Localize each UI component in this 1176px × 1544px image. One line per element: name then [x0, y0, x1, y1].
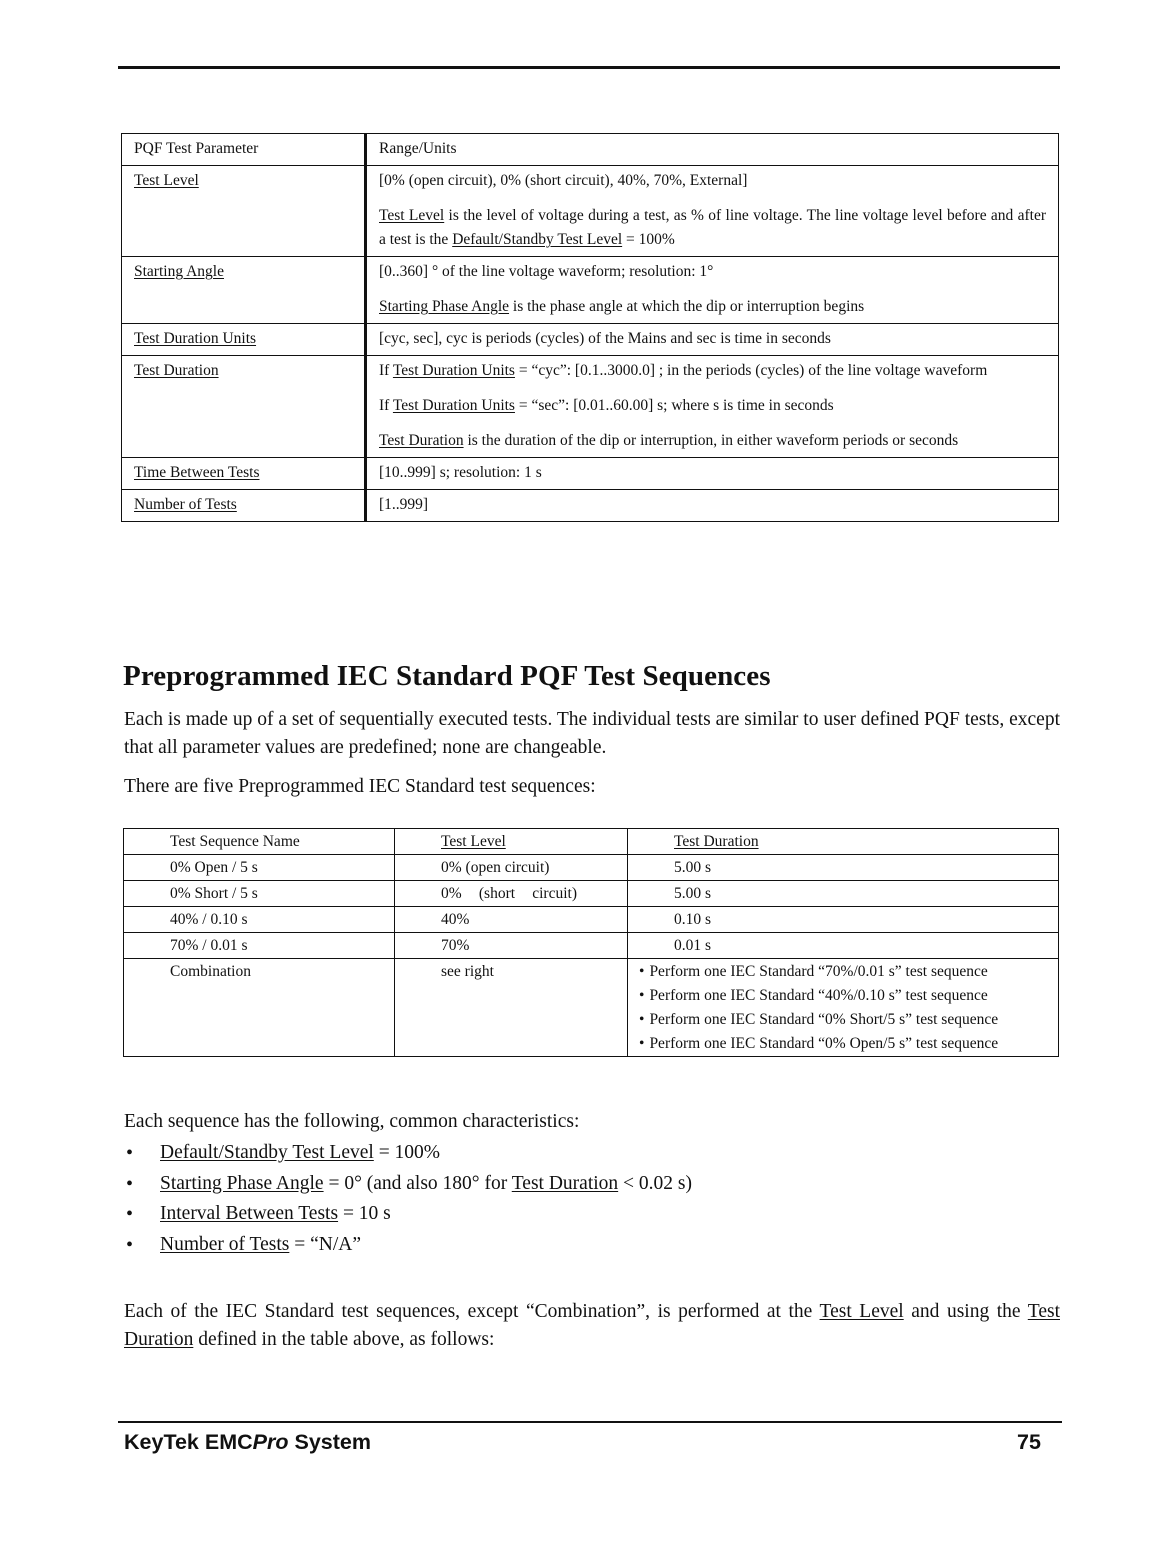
list-item: • Perform one IEC Standard “40%/0.10 s” test sequence	[639, 984, 1048, 1008]
header-test-duration: Test Duration	[674, 833, 759, 850]
param-name: Test Level	[134, 172, 199, 189]
common-intro: Each sequence has the following, common characteristics:	[124, 1111, 580, 1132]
param-name: Time Between Tests	[134, 464, 260, 481]
table-row	[124, 933, 1059, 959]
table-header-row	[124, 829, 1059, 855]
seq-level: 40%	[395, 907, 628, 933]
param-name: Test Duration Units	[134, 330, 257, 347]
list-item: • Interval Between Tests = 10 s	[124, 1199, 1054, 1230]
param-desc: Starting Phase Angle is the phase angle at which the dip or interruption begins	[379, 298, 865, 315]
param-range: [0..360] ° of the line voltage waveform; resolution: 1°	[379, 263, 714, 280]
param-range: [cyc, sec], cyc is periods (cycles) of the Mains and sec is time in seconds	[379, 330, 831, 347]
seq-level: see right	[395, 959, 628, 1057]
table-row	[124, 855, 1059, 881]
seq-name: 0% Open / 5 s	[124, 855, 395, 881]
combination-steps	[628, 959, 1059, 1057]
param-desc: Test Duration is the duration of the dip or interruption, in either waveform periods or seconds	[379, 432, 959, 449]
seq-level: 0% (open circuit)	[395, 855, 628, 881]
list-item: • Perform one IEC Standard “70%/0.01 s” test sequence	[639, 960, 1048, 984]
seq-name: 0% Short / 5 s	[124, 881, 395, 907]
param-desc: If Test Duration Units = “sec”: [0.01..60.00] s; where s is time in seconds	[379, 397, 834, 414]
table-row	[124, 959, 1059, 1057]
table-row	[122, 324, 1059, 356]
seq-level: 0% (short circuit)	[395, 881, 628, 907]
param-name: Starting Angle	[134, 263, 224, 280]
table-row	[122, 458, 1059, 490]
list-item: • Perform one IEC Standard “0% Open/5 s” test sequence	[639, 1032, 1048, 1056]
closing-paragraph: Each of the IEC Standard test sequences, except “Combination”, is performed at the Test Level and using the Test Duration defined in the table above, as follows:	[124, 1301, 1060, 1350]
sequence-table	[123, 828, 1059, 1057]
header-seq-name: Test Sequence Name	[124, 829, 395, 855]
seq-level: 70%	[395, 933, 628, 959]
seq-name: 40% / 0.10 s	[124, 907, 395, 933]
list-item: • Number of Tests = “N/A”	[124, 1230, 1054, 1261]
footer-title: KeyTek EMCPro System	[124, 1430, 371, 1454]
table-row	[124, 907, 1059, 933]
intro-paragraph: Each is made up of a set of sequentially executed tests. The individual tests are similar to user defined PQF tests, except that all parameter values are predefined; none are changeable.	[124, 709, 1060, 758]
seq-name: Combination	[124, 959, 395, 1057]
seq-name: 70% / 0.01 s	[124, 933, 395, 959]
list-item: • Default/Standby Test Level = 100%	[124, 1138, 1054, 1169]
list-item: • Perform one IEC Standard “0% Short/5 s” test sequence	[639, 1008, 1048, 1032]
header-param: PQF Test Parameter	[122, 134, 366, 166]
header-test-level: Test Level	[441, 833, 506, 850]
seq-duration: 0.10 s	[628, 907, 1059, 933]
param-range: [10..999] s; resolution: 1 s	[379, 464, 542, 481]
table-row	[122, 356, 1059, 458]
list-item: • Starting Phase Angle = 0° (and also 180° for Test Duration < 0.02 s)	[124, 1169, 1054, 1200]
top-rule	[118, 66, 1060, 69]
param-range: [0% (open circuit), 0% (short circuit), 40%, 70%, External]	[379, 172, 748, 189]
seq-duration: 5.00 s	[628, 855, 1059, 881]
header-range: Range/Units	[366, 134, 1059, 166]
param-name: Test Duration	[134, 362, 219, 379]
five-sequences-paragraph: There are five Preprogrammed IEC Standard test sequences:	[124, 776, 596, 797]
bottom-rule	[118, 1421, 1062, 1423]
param-desc: Test Level is the level of voltage during a test, as % of line voltage. The line voltage level before and after a test is the Default/Standby Test Level = 100%	[379, 207, 1046, 248]
table-row	[124, 881, 1059, 907]
param-desc: If Test Duration Units = “cyc”: [0.1..3000.0] ; in the periods (cycles) of the line voltage waveform	[379, 362, 988, 379]
seq-duration: 0.01 s	[628, 933, 1059, 959]
parameter-table	[121, 133, 1059, 522]
table-header-row	[122, 134, 1059, 166]
page-number: 75	[1017, 1430, 1041, 1454]
section-heading: Preprogrammed IEC Standard PQF Test Sequences	[123, 660, 771, 692]
common-list	[124, 1138, 1054, 1260]
table-row	[122, 490, 1059, 522]
seq-duration: 5.00 s	[628, 881, 1059, 907]
table-row	[122, 166, 1059, 257]
param-range: [1..999]	[379, 496, 429, 513]
table-row	[122, 257, 1059, 324]
param-name: Number of Tests	[134, 496, 237, 513]
